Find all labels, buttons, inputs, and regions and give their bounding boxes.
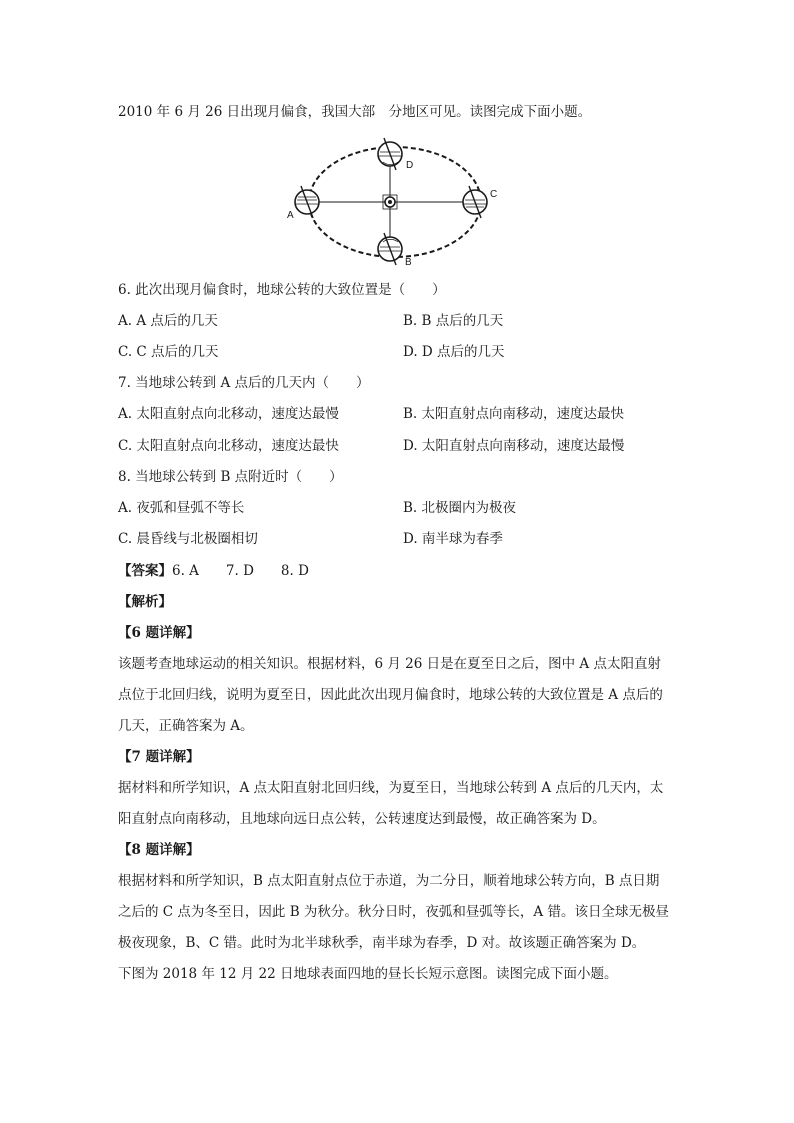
q8-option-b: B. 北极圈内为极夜 xyxy=(403,500,517,516)
label-b: B xyxy=(405,257,412,268)
label-d: D xyxy=(406,160,414,171)
analysis-label: 【解析】 xyxy=(118,594,172,610)
sun-icon xyxy=(383,195,397,209)
detail7-line: 据材料和所学知识，A 点太阳直射北回归线，为夏至日，当地球公转到 A 点后的几天内，太 xyxy=(118,780,664,796)
detail6-line: 点位于北回归线，说明为夏至日，因此此次出现月偏食时，地球公转的大致位置是 A 点后的 xyxy=(118,687,663,703)
q6-option-d: D. D 点后的几天 xyxy=(403,344,505,360)
q8-option-d: D. 南半球为春季 xyxy=(403,531,503,547)
answer-line xyxy=(118,561,309,581)
earth-orbit-diagram xyxy=(283,134,505,276)
q8-stem: 8. 当地球公转到 B 点附近时（ ） xyxy=(118,469,343,485)
earth-b-icon xyxy=(378,233,402,265)
earth-c-icon xyxy=(463,186,487,218)
detail6-label: 【6 题详解】 xyxy=(118,625,200,641)
q8-option-c: C. 晨昏线与北极圈相切 xyxy=(118,531,258,547)
detail8-label: 【8 题详解】 xyxy=(118,842,200,858)
earth-a-icon xyxy=(295,186,319,218)
label-c: C xyxy=(490,189,498,200)
next-question-intro: 下图为 2018 年 12 月 22 日地球表面四地的昼长长短示意图。读图完成下面小题。 xyxy=(118,966,618,982)
detail8-line: 之后的 C 点为冬至日，因此 B 为秋分。秋分日时，夜弧和昼弧等长，A 错。该日全球无极昼 xyxy=(118,904,669,920)
answer-text: 6. A 7. D 8. D xyxy=(172,563,309,579)
detail6-line: 几天，正确答案为 A。 xyxy=(118,718,254,734)
earth-d-icon xyxy=(378,138,402,170)
detail6-line: 该题考查地球运动的相关知识。根据材料，6 月 26 日是在夏至日之后，图中 A 点太阳直射 xyxy=(118,656,661,672)
q7-option-a: A. 太阳直射点向北移动，速度达最慢 xyxy=(118,406,339,422)
label-a: A xyxy=(287,210,294,221)
q6-option-b: B. B 点后的几天 xyxy=(403,313,504,329)
q7-option-b: B. 太阳直射点向南移动，速度达最快 xyxy=(403,406,625,422)
q6-stem: 6. 此次出现月偏食时，地球公转的大致位置是（ ） xyxy=(118,282,446,298)
q7-option-c: C. 太阳直射点向北移动，速度达最快 xyxy=(118,438,339,454)
q8-option-a: A. 夜弧和昼弧不等长 xyxy=(118,500,245,516)
q7-stem: 7. 当地球公转到 A 点后的几天内（ ） xyxy=(118,375,370,391)
detail7-label: 【7 题详解】 xyxy=(118,749,200,765)
detail7-line: 阳直射点向南移动，且地球向远日点公转，公转速度达到最慢，故正确答案为 D。 xyxy=(118,811,606,827)
answer-label: 【答案】 xyxy=(118,563,172,579)
detail8-line: 根据材料和所学知识，B 点太阳直射点位于赤道，为二分日，顺着地球公转方向，B 点日期 xyxy=(118,873,660,889)
q6-option-a: A. A 点后的几天 xyxy=(118,313,218,329)
intro-text: 2010 年 6 月 26 日出现月偏食，我国大部 分地区可见。读图完成下面小题。 xyxy=(118,104,592,120)
q7-option-d: D. 太阳直射点向南移动，速度达最慢 xyxy=(403,438,625,454)
q6-option-c: C. C 点后的几天 xyxy=(118,344,219,360)
detail8-line: 极夜现象，B、C 错。此时为北半球秋季，南半球为春季，D 对。故该题正确答案为 D。 xyxy=(118,935,646,951)
